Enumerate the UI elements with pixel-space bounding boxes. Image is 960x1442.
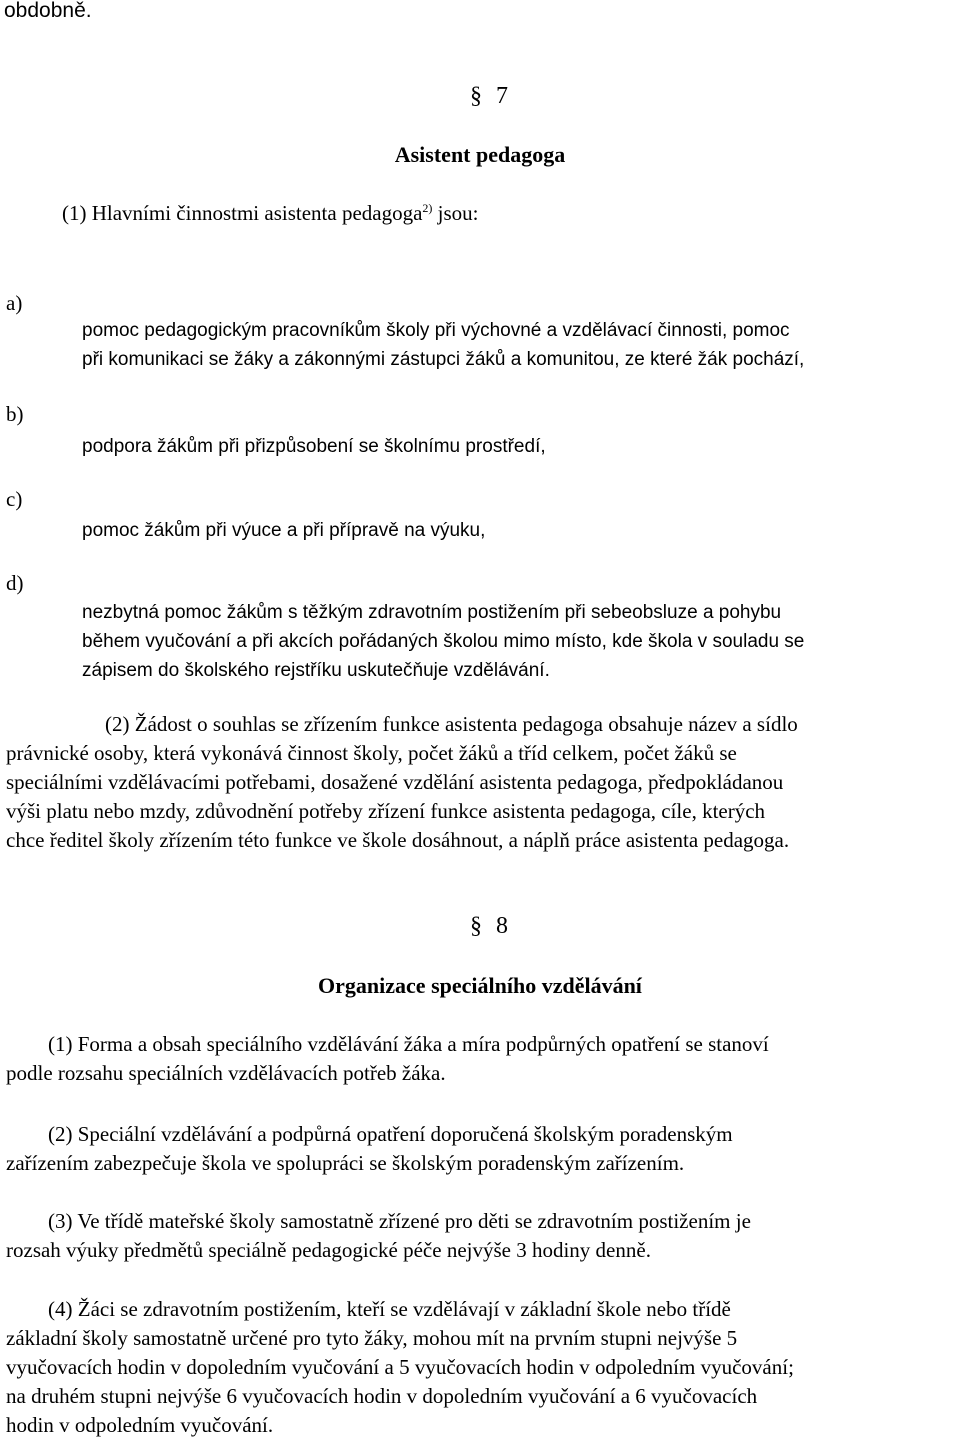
- page-fragment-text: obdobně.: [4, 0, 92, 22]
- paragraph-line: zařízením zabezpečuje škola ve spolupráci se školským poradenským zařízením.: [6, 1151, 685, 1175]
- section7-paragraph-2: [6, 710, 956, 855]
- paragraph-line: rozsah výuky předmětů speciálně pedagogické péče nejvýše 3 hodiny denně.: [6, 1238, 651, 1262]
- footnote-ref: 2): [422, 201, 433, 215]
- paragraph-line: základní školy samostatně určené pro tyto žáky, mohou mít na prvním stupni nejvýše 5: [6, 1326, 738, 1350]
- paragraph-line: výši platu nebo mzdy, zdůvodnění potřeby zřízení funkce asistenta pedagoga, cíle, kterých: [6, 799, 766, 823]
- paragraph-line: hodin v odpoledním vyučování.: [6, 1413, 274, 1437]
- section8-paragraph-3: [6, 1207, 956, 1265]
- intro-tail: jsou:: [432, 201, 479, 225]
- list-item-a-line-2: při komunikaci se žáky a zákonnými zástupci žáků a komunitou, ze které žák pochází,: [82, 349, 805, 370]
- section8-paragraph-2: [6, 1120, 956, 1178]
- list-item-b-line-1: podpora žákům při přizpůsobení se školnímu prostředí,: [82, 436, 546, 457]
- section-number: 7: [496, 83, 508, 109]
- list-marker-b: b): [6, 402, 24, 426]
- list-item-d-line-2: během vyučování a při akcích pořádaných školou mimo místo, kde škola v souladu se: [82, 631, 805, 652]
- section-number: 8: [496, 913, 508, 939]
- section8-paragraph-4: [6, 1295, 956, 1440]
- paragraph-line: vyučovacích hodin v dopoledním vyučování a 5 vyučovacích hodin v odpoledním vyučování;: [6, 1355, 794, 1379]
- paragraph-line: na druhém stupni nejvýše 6 vyučovacích hodin v dopoledním vyučování a 6 vyučovacích: [6, 1384, 758, 1408]
- list-item-d-line-1: nezbytná pomoc žákům s těžkým zdravotním postižením při sebeobsluze a pohybu: [82, 602, 782, 623]
- intro-text: (1) Hlavními činnostmi asistenta pedagoga: [62, 201, 423, 225]
- list-item-c-line-1: pomoc žákům při výuce a při přípravě na výuku,: [82, 520, 486, 541]
- list-item-a-line-1: pomoc pedagogickým pracovníkům školy při výchovné a vzdělávací činnosti, pomoc: [82, 320, 790, 341]
- paragraph-line: speciálními vzdělávacími potřebami, dosažené vzdělání asistenta pedagoga, předpokládanou: [6, 770, 784, 794]
- paragraph-sign: §: [470, 83, 482, 109]
- section-symbol: [470, 82, 508, 111]
- list-item-d-line-3: zápisem do školského rejstříku uskutečňuje vzdělávání.: [82, 660, 550, 681]
- section-title: Organizace speciálního vzdělávání: [318, 973, 642, 998]
- paragraph-line: (1) Forma a obsah speciálního vzdělávání žáka a míra podpůrných opatření se stanoví: [6, 1032, 769, 1056]
- paragraph-line: právnické osoby, která vykonává činnost školy, počet žáků a tříd celkem, počet žáků se: [6, 741, 737, 765]
- paragraph-line: podle rozsahu speciálních vzdělávacích potřeb žáka.: [6, 1061, 446, 1085]
- list-marker-c: c): [6, 487, 23, 511]
- list-marker-d: d): [6, 571, 24, 595]
- section-intro: [62, 199, 479, 228]
- section-title: Asistent pedagoga: [394, 142, 566, 167]
- paragraph-line: (2) Speciální vzdělávání a podpůrná opatření doporučená školským poradenským: [6, 1122, 733, 1146]
- paragraph-line: (3) Ve třídě mateřské školy samostatně zřízené pro děti se zdravotním postižením je: [6, 1209, 751, 1233]
- paragraph-line: chce ředitel školy zřízením této funkce ve škole dosáhnout, a náplň práce asistenta pedagoga.: [6, 828, 790, 852]
- paragraph-line: (4) Žáci se zdravotním postižením, kteří se vzdělávají v základní škole nebo třídě: [6, 1297, 731, 1321]
- section-symbol: [470, 912, 508, 941]
- list-marker-a: a): [6, 291, 23, 315]
- paragraph-sign: §: [470, 913, 482, 939]
- section8-paragraph-1: [6, 1030, 956, 1088]
- paragraph-line: (2) Žádost o souhlas se zřízením funkce asistenta pedagoga obsahuje název a sídlo: [63, 712, 798, 736]
